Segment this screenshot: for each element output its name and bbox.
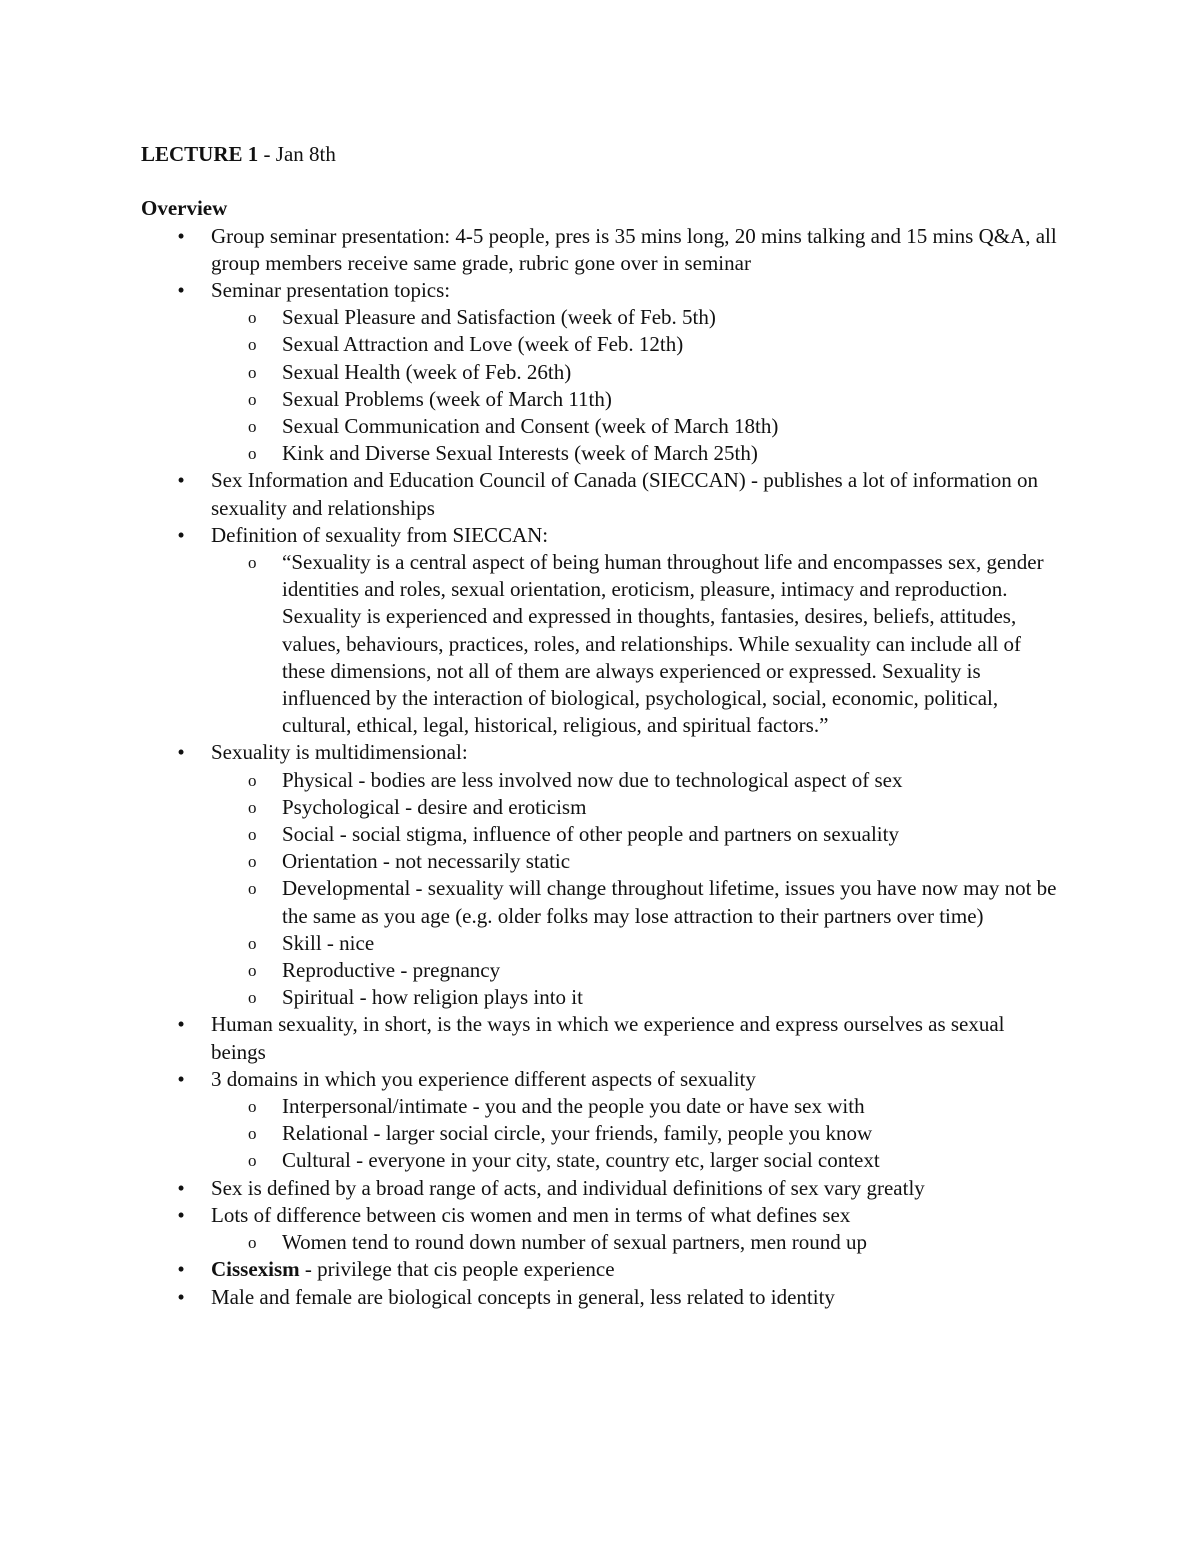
sub-bullet-icon: o [248, 933, 257, 953]
sub-bullet-icon: o [248, 1097, 257, 1117]
bullet-icon: • [177, 468, 185, 493]
list-item-text: Lots of difference between cis women and men in terms of what defines sex [211, 1202, 851, 1227]
sub-bullet-icon: o [248, 389, 257, 409]
sublist-item [211, 549, 1061, 739]
list-item [141, 277, 1061, 467]
sub-bullet-icon: o [248, 335, 257, 355]
sublist [211, 1093, 1061, 1175]
sub-bullet-icon: o [248, 444, 257, 464]
sublist-item [211, 1147, 1061, 1174]
list-item-text: Sexuality is multidimensional: [211, 740, 468, 765]
sublist-item [211, 304, 1061, 331]
list-item-text: 3 domains in which you experience different aspects of sexuality [211, 1066, 756, 1091]
sublist-item [211, 413, 1061, 440]
sublist-item-text: Sexual Pleasure and Satisfaction (week of Feb. 5th) [282, 305, 716, 330]
sublist-item [211, 875, 1061, 929]
bullet-icon: • [177, 740, 185, 765]
sublist-item-text: Spiritual - how religion plays into it [282, 985, 583, 1010]
sublist-item-text: Sexual Attraction and Love (week of Feb. 12th) [282, 332, 684, 357]
sublist-item-text: Sexual Problems (week of March 11th) [282, 386, 612, 411]
sublist-item-text: Psychological - desire and eroticism [282, 794, 587, 819]
sublist [211, 304, 1061, 467]
list-item-text: Group seminar presentation: 4-5 people, pres is 35 mins long, 20 mins talking and 15 mins Q&A, all group members receive same grade, rubric gone over in seminar [211, 223, 1057, 275]
sub-bullet-icon: o [248, 879, 257, 899]
sublist-item [211, 1120, 1061, 1147]
sub-bullet-icon: o [248, 797, 257, 817]
sublist-item [211, 331, 1061, 358]
sublist-item-text: Sexual Communication and Consent (week of March 18th) [282, 414, 779, 438]
sub-bullet-icon: o [248, 988, 257, 1008]
list-item-text: Male and female are biological concepts in general, less related to identity [211, 1284, 835, 1309]
sublist-item-text: Developmental - sexuality will change throughout lifetime, issues you have now may not be the same as you age (e.g. older folks may lose attraction to their partners over time) [282, 876, 1057, 928]
sublist-item [211, 984, 1061, 1011]
sublist-item [211, 1229, 1061, 1256]
list-item [141, 467, 1061, 521]
sublist-item [211, 794, 1061, 821]
list-item-text: Human sexuality, in short, is the ways in which we experience and express ourselves as sexual beings [211, 1012, 1005, 1064]
sublist-item [211, 767, 1061, 794]
list-item [141, 1011, 1061, 1065]
sublist-item-text: Orientation - not necessarily static [282, 849, 571, 874]
cissexism-definition: - privilege that cis people experience [299, 1257, 615, 1282]
sub-bullet-icon: o [248, 770, 257, 790]
sublist-item [211, 386, 1061, 413]
sublist-item-text: Sexual Health (week of Feb. 26th) [282, 359, 572, 384]
sub-bullet-icon: o [248, 417, 257, 436]
bullet-icon: • [177, 1284, 185, 1309]
sublist-item-text: Reproductive - pregnancy [282, 958, 501, 983]
bullet-icon: • [177, 1202, 185, 1227]
sublist-item-text: Women tend to round down number of sexual partners, men round up [282, 1230, 868, 1255]
sublist-item [211, 848, 1061, 875]
sub-bullet-icon: o [248, 852, 257, 872]
list-item [141, 522, 1061, 740]
bullet-icon: • [177, 1066, 185, 1091]
sub-bullet-icon: o [248, 362, 257, 382]
sub-bullet-icon: o [248, 308, 257, 328]
sublist-item [211, 1093, 1061, 1120]
sublist-item [211, 821, 1061, 848]
sexuality-definition-quote: “Sexuality is a central aspect of being human throughout life and encompasses sex, gender identities and roles, sexual orientation, eroticism, pleasure, intimacy and reproduction. Sexuality is experienced and expressed in thoughts, fantasies, desires, beliefs, attitudes, values, behaviours, practices, roles, and relationships. While sexuality can include all of these dimensions, not all of them are always experienced or expressed. Sexuality is influenced by the interaction of biological, psychological, social, economic, political, cultural, ethical, legal, historical, religious, and spiritual factors.” [282, 550, 1044, 738]
list-item-text: Sex is defined by a broad range of acts, and individual definitions of sex vary greatly [211, 1175, 925, 1200]
sub-bullet-icon: o [248, 1233, 257, 1253]
sub-bullet-icon: o [248, 961, 257, 981]
list-item [141, 1175, 1061, 1202]
list-item-text: Definition of sexuality from SIECCAN: [211, 522, 549, 547]
overview-heading: Overview [141, 196, 228, 221]
sub-bullet-icon: o [248, 1124, 257, 1144]
sublist-item-text: Interpersonal/intimate - you and the people you date or have sex with [282, 1094, 865, 1119]
sublist-item-text: Kink and Diverse Sexual Interests (week of March 25th) [282, 441, 758, 466]
list-item [141, 1066, 1061, 1175]
blank-line [141, 168, 1061, 195]
list-item [141, 223, 1061, 277]
cissexism-term: Cissexism [211, 1257, 300, 1282]
document-page [141, 141, 1061, 1311]
sublist-item [211, 930, 1061, 957]
bullet-icon: • [177, 1175, 185, 1200]
overview-list [141, 223, 1061, 1311]
bullet-icon: • [177, 1012, 185, 1037]
sublist-item-text: Relational - larger social circle, your friends, family, people you know [282, 1121, 873, 1146]
sub-bullet-icon: o [248, 553, 257, 573]
bullet-icon: • [177, 223, 185, 248]
sub-bullet-icon: o [248, 825, 257, 845]
lecture-title-date: - Jan 8th [258, 142, 336, 166]
list-item-text: Sex Information and Education Council of Canada (SIECCAN) - publishes a lot of information on sexuality and relationships [211, 468, 1039, 520]
sublist-item [211, 957, 1061, 984]
bullet-icon: • [177, 1257, 185, 1282]
list-item [141, 1284, 1061, 1311]
lecture-title [141, 141, 1061, 168]
list-item [141, 1202, 1061, 1256]
sublist-item [211, 440, 1061, 467]
sublist [211, 767, 1061, 1012]
bullet-icon: • [177, 522, 185, 547]
list-item [141, 1256, 1061, 1283]
sublist-item-text: Physical - bodies are less involved now due to technological aspect of sex [282, 767, 903, 792]
lecture-title-bold: LECTURE 1 [141, 142, 259, 166]
list-item [141, 739, 1061, 1011]
sublist-item-text: Skill - nice [282, 930, 375, 955]
sub-bullet-icon: o [248, 1151, 257, 1171]
list-item-text: Seminar presentation topics: [211, 277, 451, 302]
sublist [211, 549, 1061, 739]
sublist [211, 1229, 1061, 1256]
sublist-item-text: Cultural - everyone in your city, state, country etc, larger social context [282, 1148, 880, 1173]
sublist-item [211, 359, 1061, 386]
bullet-icon: • [177, 277, 185, 302]
sublist-item-text: Social - social stigma, influence of other people and partners on sexuality [282, 822, 899, 847]
